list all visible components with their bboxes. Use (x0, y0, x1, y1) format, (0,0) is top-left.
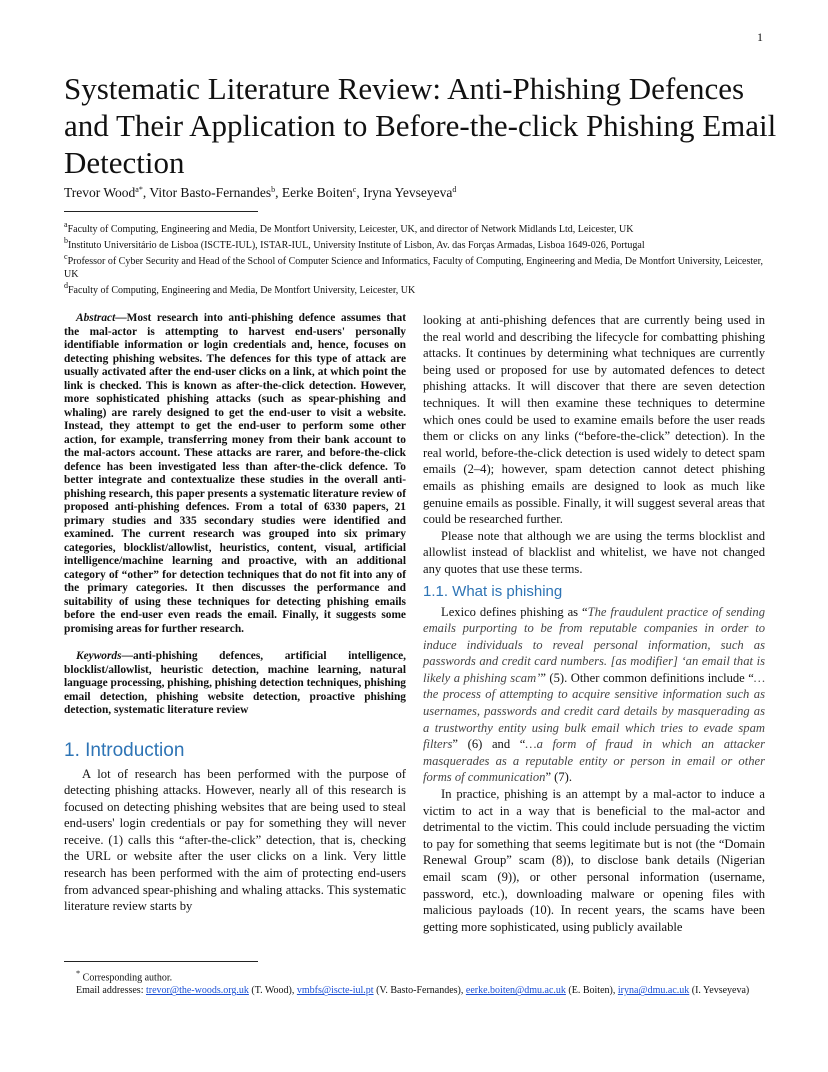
definition-quote: …a form of fraud in which an attacker masquerades as a reputable entity or person in email or other forms of communication (423, 737, 765, 785)
affiliation (64, 252, 764, 281)
footnote-text: Corresponding author. (80, 972, 173, 984)
abstract (64, 312, 406, 636)
left-column (64, 312, 406, 915)
author-list (64, 185, 456, 201)
affiliation-mark: a (64, 220, 68, 229)
affiliation-text: Professor of Cyber Security and Head of the School of Computer Science and Informatics, Faculty of Computing, Engineering and Media, De Montfort University, Leicester, UK (64, 256, 764, 280)
footnote-emails (64, 984, 764, 997)
author-affiliation-mark: d (452, 185, 457, 194)
author-separator: , (142, 185, 150, 200)
email-link[interactable]: iryna@dmu.ac.uk (617, 985, 690, 997)
intro-paragraph-continued: looking at anti-phishing defences that are currently being used in the real world and describing the lifecycle for combatting phishing attacks. It continues by determining what techniques are currently being used or proposed for use by automated defences to detect phishing attacks. It will discover that there are seven detection techniques. It will then examine these techniques to determine which ones could be used to examine emails before the user reads them or clicks on any links (“before-the-click” detection). In the real world, before-the-click detection is used widely to detect spam emails (2–4); however, spam detection cannot detect phishing emails as phishing emails are designed to look as much like genuine emails as possible. Finally, it will suggest several areas that could be researched further. (423, 313, 765, 527)
email-link[interactable]: trevor@the-woods.org.uk (145, 985, 249, 997)
definition-text: ” (6) and “ (452, 737, 526, 752)
intro-paragraph: A lot of research has been performed with the purpose of detecting phishing attacks. However, nearly all of this research is focused on detecting phishing websites that are being used to steal end-users' login credentials or pay for something they will never receive. (1) calls this “after-the-click” detection, that is, checking the URL or website after the user clicks on a link. Very little research has been performed with the aim of protecting end-users from advanced spear-phishing and whaling attacks. This systematic literature review starts by (64, 766, 406, 914)
email-link[interactable]: eerke.boiten@dmu.ac.uk (465, 985, 566, 997)
practice-paragraph: In practice, phishing is an attempt by a mal-actor to induce a victim to act in a way that is beneficial to the mal-actor and detrimental to the victim. This could include persuading the victim to pay for something that seems legitimate but is not (the “Domain Renewal Group” scam (8)), to disclose bank details (Nigerian email scam (9)), or other personal information (username, password, etc.), downloading malware or opening files with malicious payloads (10). In recent years, the scams have been getting more sophisticated, using publicly available (423, 787, 765, 934)
footnote-corresponding (64, 967, 764, 984)
right-column (423, 312, 765, 935)
author-name: Trevor Wood (64, 185, 136, 200)
affiliation-mark: c (64, 252, 68, 261)
definition-quote: … the process of attempting to acquire sensitive information such as usernames, passwords and credit card details by masquerading as a trustworthy entity using bulk email which tries to evade spam filters (423, 670, 766, 752)
keywords-text: —anti-phishing defences, artificial intelligence, blocklist/allowlist, heuristic detection, machine learning, natural language processing, phishing, phishing detection techniques, phishing email detection, phishing website detection, proactive phishing detection, systematic literature review (64, 650, 406, 716)
author-name: Iryna Yevseyeva (363, 185, 453, 200)
affiliation (64, 236, 764, 252)
author-affiliation-mark: b (271, 185, 276, 194)
author-affiliation-mark: c (352, 185, 357, 194)
email-owner: (E. Boiten), (565, 985, 618, 997)
author-separator: , (275, 185, 282, 200)
abstract-text: —Most research into anti-phishing defence assumes that the mal-actor is attempting to harvest end-users' personally identifiable information or login credentials and, hence, focuses on detecting phishing websites. The defences for this type of attack are usually activated after the end-user clicks on a link, at which point the link is checked. This is known as after-the-click detection. However, more sophisticated phishing attacks (such as spear-phishing and whaling) are rarely designed to get the end-user to visit a website. Instead, they attempt to get the end-user to perform some other action, for example, transferring money from their bank account to the mal-actors account. These attacks are rarer, and before-the-click defence has been investigated less than after-the-click defence. To better integrate and contextualize these studies in the overall anti-phishing research, this paper presents a systematic literature review of proposed anti-phishing defences. From a total of 6330 papers, 21 primary studies and 335 secondary studies were identified and examined. The current research was grouped into six primary categories, blocklist/allowlist, heuristics, content, visual, artificial intelligence/machine learning and proactive, with an additional category of “other” for detection techniques that do not fit into any of the primary categories. It then discusses the performance and suitability of using these techniques for detecting phishing emails before the end-user even reads the email. Finally, it suggests some promising areas for further research. (64, 312, 406, 635)
terminology-note-paragraph: Please note that although we are using the terms blocklist and allowlist instead of blacklist and whitelist, we have not changed any quotes that use these terms. (423, 528, 765, 576)
footnote-divider (64, 961, 258, 962)
definition-text: ” (7). (545, 770, 573, 785)
email-owner: (I. Yevseyeva) (689, 985, 750, 997)
affiliation-text: Faculty of Computing, Engineering and Media, De Montfort University, Leicester, UK, and director of Network Midlands Ltd, Leicester, UK (67, 224, 634, 235)
abstract-label: Abstract (76, 312, 116, 324)
affiliation (64, 281, 764, 297)
section-heading-introduction: 1. Introduction (64, 739, 185, 761)
definitions-paragraph (423, 604, 765, 787)
footnote-mark: * (76, 969, 81, 978)
author-separator: , (356, 185, 364, 200)
paper-title: Systematic Literature Review: Anti-Phishing Defences and Their Application to Before-the-click Phishing Email Detection (64, 71, 777, 180)
definition-text: Lexico defines phishing as “ (441, 604, 588, 619)
keywords-label: Keywords (76, 650, 122, 662)
author-name: Eerke Boiten (281, 185, 353, 200)
definition-quote: The fraudulent practice of sending emails purporting to be from reputable companies in order to induce individuals to reveal personal information, such as passwords and credit card numbers. [as modifier] ‘an email that is likely a phishing scam’ (423, 604, 765, 685)
email-owner: (T. Wood), (248, 985, 297, 997)
keywords (64, 650, 406, 718)
affiliation-text: Instituto Universitário de Lisboa (ISCTE-IUL), ISTAR-IUL, University Institute of Lisbon, Av. das Forças Armadas, Lisboa 1649-026, Portugal (68, 240, 645, 251)
affiliation-mark: d (64, 281, 68, 290)
footnotes (64, 967, 764, 997)
section-heading-what-is-phishing: 1.1. What is phishing (423, 582, 563, 600)
affiliation (64, 220, 764, 236)
affiliation-divider (64, 211, 258, 212)
author-name: Vitor Basto-Fernandes (149, 185, 272, 200)
email-owner: (V. Basto-Fernandes), (373, 985, 466, 997)
author-affiliation-mark: a* (135, 185, 143, 194)
email-label: Email addresses: (76, 985, 146, 997)
affiliation-text: Faculty of Computing, Engineering and Media, De Montfort University, Leicester, UK (68, 285, 416, 296)
affiliation-mark: b (64, 236, 68, 245)
page-number: 1 (757, 30, 763, 44)
affiliation-list (64, 220, 764, 300)
email-link[interactable]: vmbfs@iscte-iul.pt (296, 985, 374, 997)
definition-text: ” (5). Other common definitions include “ (540, 670, 754, 685)
